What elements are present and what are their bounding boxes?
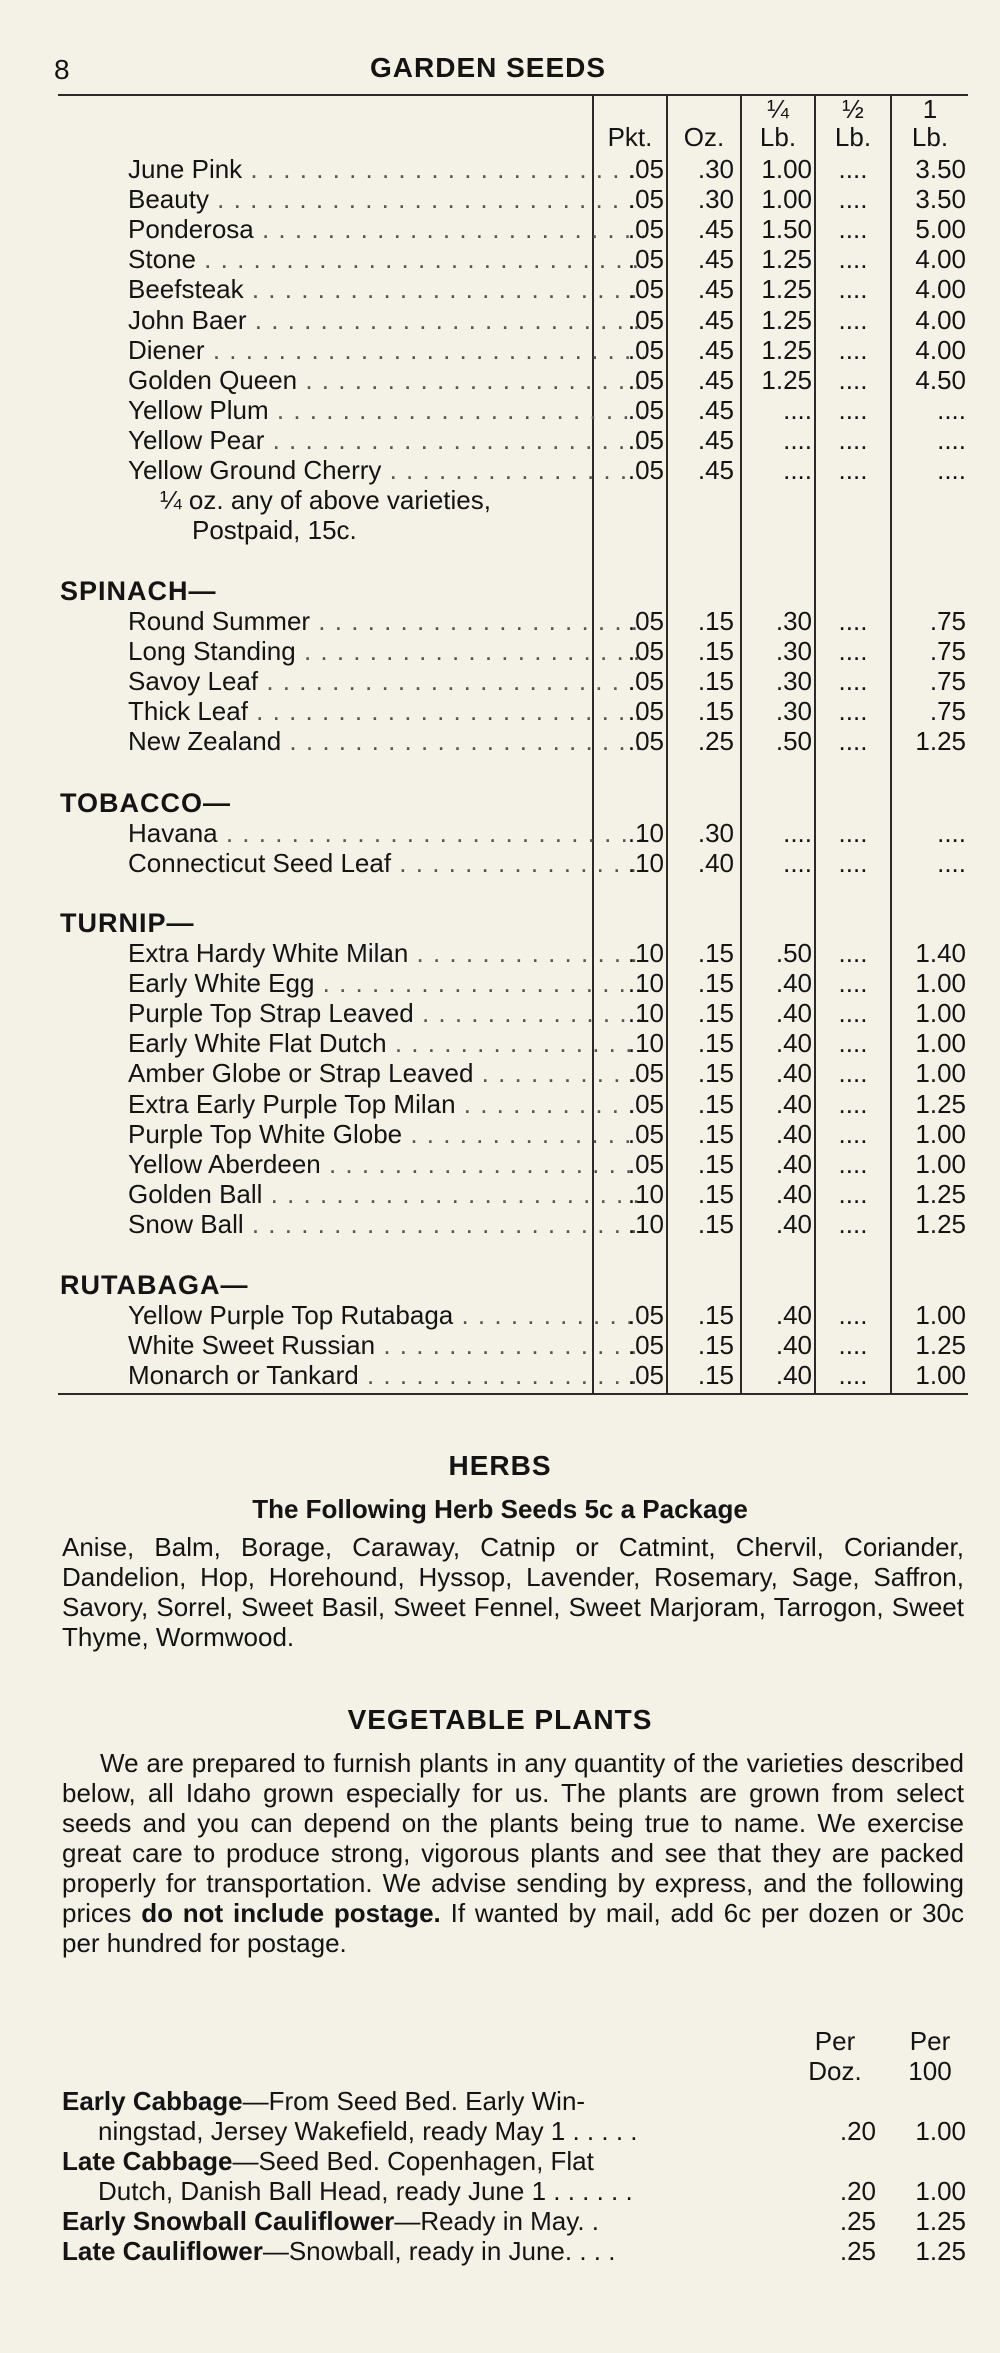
price-ounce: .15 xyxy=(697,1300,734,1330)
price-ounce: .45 xyxy=(697,304,734,335)
price-ounce: .30 xyxy=(697,818,734,848)
plant-description-continued: ningstad, Jersey Wakefield, ready May 1 . . . . . xyxy=(98,2116,638,2146)
price-half-pound: .... xyxy=(838,1088,868,1119)
variety-name: Beauty . . . xyxy=(128,184,644,214)
variety-name: Early White Egg . . . xyxy=(128,968,644,998)
vegetable-plants-paragraph xyxy=(62,1748,964,1958)
price-ounce: .15 xyxy=(697,1028,734,1059)
price-quarter-pound: .... xyxy=(783,455,812,485)
table-row xyxy=(58,1330,968,1360)
col-head-quarter-label: Lb. xyxy=(759,122,797,152)
turnip-title: TURNIP— xyxy=(60,908,195,938)
table-row xyxy=(58,726,968,756)
table-row xyxy=(58,1119,968,1149)
plant-name: Late Cauliflower xyxy=(62,2236,263,2266)
price-packet: .05 xyxy=(627,726,664,757)
price-quarter-pound: .40 xyxy=(775,968,812,999)
price-half-pound: .... xyxy=(838,1360,868,1391)
variety-name: Long Standing . . . xyxy=(128,636,644,666)
price-half-pound: .... xyxy=(838,154,868,184)
table-row xyxy=(58,938,968,968)
price-per-dozen: .25 xyxy=(839,2236,876,2266)
price-packet: .05 xyxy=(627,184,664,215)
price-packet: .05 xyxy=(627,424,664,455)
variety-name: Yellow Pear . . . xyxy=(128,425,644,455)
price-pound: .75 xyxy=(929,696,966,727)
variety-name: Snow Ball . . . xyxy=(128,1209,644,1239)
price-packet: .05 xyxy=(627,1360,664,1391)
price-quarter-pound: 1.25 xyxy=(761,364,812,395)
price-pound: .... xyxy=(937,455,966,485)
price-packet: .05 xyxy=(627,1088,664,1119)
variety-name: Yellow Purple Top Rutabaga . . . xyxy=(128,1300,644,1330)
price-packet: .05 xyxy=(627,244,664,275)
price-packet: .05 xyxy=(627,364,664,395)
price-pound: 1.00 xyxy=(915,1118,966,1149)
price-ounce: .45 xyxy=(697,424,734,455)
price-half-pound: .... xyxy=(838,1028,868,1059)
price-pound: 4.00 xyxy=(915,304,966,335)
variety-name: Stone . . . xyxy=(128,244,644,274)
variety-name: Golden Ball . . . xyxy=(128,1179,644,1209)
table-row xyxy=(58,274,968,304)
price-quarter-pound: .40 xyxy=(775,1178,812,1209)
variety-name: June Pink . . . xyxy=(128,154,644,184)
price-packet: .05 xyxy=(627,304,664,335)
price-pound: 1.00 xyxy=(915,1058,966,1089)
price-packet: .05 xyxy=(627,1330,664,1361)
price-ounce: .15 xyxy=(697,1330,734,1361)
price-pound: 1.25 xyxy=(915,1330,966,1361)
plant-description: —Snowball, ready in June. . . . xyxy=(262,2236,616,2266)
variety-name: Amber Globe or Strap Leaved . . . xyxy=(128,1058,644,1088)
price-per-hundred: 1.25 xyxy=(915,2236,966,2266)
price-quarter-pound: 1.25 xyxy=(761,304,812,335)
col-head-oz-label: Oz. xyxy=(683,122,725,152)
col-head-pound-label: Lb. xyxy=(911,122,949,152)
price-pound: .... xyxy=(937,394,966,425)
variety-name: Yellow Ground Cherry . . . xyxy=(128,455,644,485)
price-pound: .... xyxy=(937,424,966,455)
price-packet: .05 xyxy=(627,1058,664,1089)
price-packet: .05 xyxy=(627,1148,664,1179)
table-row xyxy=(58,335,968,365)
price-ounce: .45 xyxy=(697,334,734,365)
price-half-pound: .... xyxy=(838,214,868,245)
price-ounce: .45 xyxy=(697,274,734,305)
vegetable-plants-heading: VEGETABLE PLANTS xyxy=(347,1704,653,1735)
plant-name: Early Snowball Cauliflower xyxy=(62,2206,395,2236)
price-pound: 1.25 xyxy=(915,726,966,757)
spinach-title: SPINACH— xyxy=(60,576,217,606)
variety-name: Yellow Aberdeen . . . xyxy=(128,1149,644,1179)
price-per-dozen: .20 xyxy=(839,2116,876,2146)
table-row xyxy=(58,696,968,726)
price-pound: 1.25 xyxy=(915,1208,966,1239)
herbs-subheading: The Following Herb Seeds 5c a Package xyxy=(252,1494,748,1524)
price-quarter-pound: 1.25 xyxy=(761,274,812,305)
paragraph-text: We are prepared to furnish plants in any quantity of the varieties described below, all Idaho grown especially for us. The plants are grown from select seeds and you can depend on the plants being true to name. We exercise great care to produce strong, vigorous plants and see that they are packed properly for transportation. We advise sending by express, and the following prices xyxy=(62,1748,964,1928)
price-pound: 1.00 xyxy=(915,998,966,1029)
price-quarter-pound: .... xyxy=(783,394,812,425)
price-ounce: .25 xyxy=(697,726,734,757)
table-row xyxy=(58,848,968,878)
rutabaga-title: RUTABAGA— xyxy=(60,1270,249,1300)
variety-name: Monarch or Tankard . . . xyxy=(128,1360,644,1390)
plant-item xyxy=(62,2086,968,2146)
price-packet: .05 xyxy=(627,154,664,184)
price-pound: 1.25 xyxy=(915,1178,966,1209)
price-quarter-pound: .40 xyxy=(775,998,812,1029)
price-half-pound: .... xyxy=(838,334,868,365)
price-ounce: .45 xyxy=(697,394,734,425)
tobacco-title: TOBACCO— xyxy=(60,788,232,818)
price-half-pound: .... xyxy=(838,968,868,999)
price-half-pound: .... xyxy=(838,636,868,667)
price-half-pound: .... xyxy=(838,726,868,757)
price-ounce: .15 xyxy=(697,938,734,968)
price-half-pound: .... xyxy=(838,424,868,455)
col-head-half-label: Lb. xyxy=(834,122,872,152)
price-pound: .... xyxy=(937,818,966,848)
price-quarter-pound: .40 xyxy=(775,1088,812,1119)
table-row xyxy=(58,818,968,848)
price-packet: .05 xyxy=(627,1300,664,1330)
price-packet: .10 xyxy=(627,848,664,879)
price-ounce: .15 xyxy=(697,998,734,1029)
price-quarter-pound: 1.50 xyxy=(761,214,812,245)
price-ounce: .30 xyxy=(697,154,734,184)
price-packet: .05 xyxy=(627,394,664,425)
price-half-pound: .... xyxy=(838,1118,868,1149)
price-per-hundred: 1.00 xyxy=(915,2116,966,2146)
price-quarter-pound: .30 xyxy=(775,636,812,667)
per-100-head-bottom: 100 xyxy=(908,2056,952,2086)
table-row xyxy=(58,1089,968,1119)
per-doz-head-bottom: Doz. xyxy=(808,2056,862,2086)
price-packet: .10 xyxy=(627,968,664,999)
plant-description: —Seed Bed. Copenhagen, Flat xyxy=(232,2146,594,2176)
col-head-pkt-label: Pkt. xyxy=(607,122,653,152)
price-per-dozen: .20 xyxy=(839,2176,876,2206)
price-half-pound: .... xyxy=(838,1330,868,1361)
variety-name: Savoy Leaf . . . xyxy=(128,666,644,696)
variety-name: Thick Leaf . . . xyxy=(128,696,644,726)
variety-name: John Baer . . . xyxy=(128,305,644,335)
variety-name: Connecticut Seed Leaf . . . xyxy=(128,848,644,878)
price-pound: 5.00 xyxy=(915,214,966,245)
variety-name: Beefsteak . . . xyxy=(128,274,644,304)
price-half-pound: .... xyxy=(838,998,868,1029)
variety-name: Havana . . . xyxy=(128,818,644,848)
table-row xyxy=(58,1058,968,1088)
price-ounce: .45 xyxy=(697,455,734,485)
price-pound: 1.00 xyxy=(915,1028,966,1059)
price-pound: 1.00 xyxy=(915,1360,966,1391)
table-row xyxy=(58,1028,968,1058)
variety-name: Purple Top White Globe . . . xyxy=(128,1119,644,1149)
price-quarter-pound: .40 xyxy=(775,1028,812,1059)
price-ounce: .15 xyxy=(697,666,734,697)
table-row xyxy=(58,365,968,395)
price-half-pound: .... xyxy=(838,455,868,485)
price-quarter-pound: .40 xyxy=(775,1360,812,1391)
price-half-pound: .... xyxy=(838,274,868,305)
price-half-pound: .... xyxy=(838,696,868,727)
variety-name: Round Summer . . . xyxy=(128,606,644,636)
price-half-pound: .... xyxy=(838,666,868,697)
price-packet: .10 xyxy=(627,998,664,1029)
price-pound: .75 xyxy=(929,636,966,667)
herbs-heading: HERBS xyxy=(448,1450,552,1481)
herbs-list: Anise, Balm, Borage, Caraway, Catnip or Catmint, Chervil, Coriander, Dandelion, Hop, Horehound, Hyssop, Lavender, Rosemary, Sage, Saffron, Savory, Sorrel, Sweet Basil, Sweet Fennel, Sweet Marjoram, Tarrogon, Sweet Thyme, Wormwood. xyxy=(62,1532,964,1652)
price-quarter-pound: .40 xyxy=(775,1208,812,1239)
variety-name: Ponderosa . . . xyxy=(128,214,644,244)
plant-name: Late Cabbage xyxy=(62,2146,233,2176)
price-ounce: .15 xyxy=(697,1058,734,1089)
price-half-pound: .... xyxy=(838,848,868,879)
table-row xyxy=(58,1149,968,1179)
variety-name: Diener . . . xyxy=(128,335,644,365)
table-bottom-rule xyxy=(58,1393,968,1395)
price-ounce: .15 xyxy=(697,968,734,999)
table-row xyxy=(58,968,968,998)
price-per-dozen: .25 xyxy=(839,2206,876,2236)
price-ounce: .15 xyxy=(697,1208,734,1239)
price-quarter-pound: 1.00 xyxy=(761,184,812,215)
plant-description-continued: Dutch, Danish Ball Head, ready June 1 . . . . . . xyxy=(98,2176,633,2206)
price-ounce: .15 xyxy=(697,636,734,667)
table-row xyxy=(58,1360,968,1390)
price-half-pound: .... xyxy=(838,184,868,215)
price-half-pound: .... xyxy=(838,364,868,395)
paragraph-text-end: If wanted by mail, add 6c per dozen or 30c per hundred for postage. xyxy=(62,1898,964,1958)
price-half-pound: .... xyxy=(838,1300,868,1330)
price-quarter-pound: .30 xyxy=(775,666,812,697)
price-quarter-pound: .40 xyxy=(775,1118,812,1149)
variety-name: Extra Early Purple Top Milan . . . xyxy=(128,1089,644,1119)
price-half-pound: .... xyxy=(838,244,868,275)
price-pound: 1.00 xyxy=(915,968,966,999)
price-ounce: .15 xyxy=(697,1118,734,1149)
table-row xyxy=(58,244,968,274)
table-row xyxy=(58,214,968,244)
col-head-half: ½ xyxy=(842,94,864,124)
price-ounce: .30 xyxy=(697,184,734,215)
price-packet: .05 xyxy=(627,696,664,727)
price-half-pound: .... xyxy=(838,1178,868,1209)
price-ounce: .40 xyxy=(697,848,734,879)
table-row xyxy=(58,154,968,184)
price-pound: 4.00 xyxy=(915,274,966,305)
per-100-head-top: Per xyxy=(909,2026,951,2056)
price-packet: .05 xyxy=(627,666,664,697)
variety-name: Purple Top Strap Leaved . . . xyxy=(128,998,644,1028)
price-packet: .05 xyxy=(627,1118,664,1149)
price-half-pound: .... xyxy=(838,394,868,425)
price-ounce: .15 xyxy=(697,606,734,636)
price-pound: 4.00 xyxy=(915,334,966,365)
price-ounce: .15 xyxy=(697,696,734,727)
per-doz-head-top: Per xyxy=(814,2026,856,2056)
price-packet: .05 xyxy=(627,606,664,636)
table-row xyxy=(58,305,968,335)
price-pound: .75 xyxy=(929,666,966,697)
price-packet: .10 xyxy=(627,818,664,848)
plant-item xyxy=(62,2146,968,2206)
price-ounce: .15 xyxy=(697,1178,734,1209)
price-quarter-pound: 1.25 xyxy=(761,334,812,365)
table-row xyxy=(58,998,968,1028)
price-quarter-pound: .50 xyxy=(775,726,812,757)
price-half-pound: .... xyxy=(838,818,868,848)
variety-name: Yellow Plum . . . xyxy=(128,395,644,425)
plant-name: Early Cabbage xyxy=(62,2086,243,2116)
table-row xyxy=(58,184,968,214)
price-quarter-pound: .40 xyxy=(775,1058,812,1089)
price-packet: .10 xyxy=(627,1178,664,1209)
price-half-pound: .... xyxy=(838,606,868,636)
price-quarter-pound: 1.25 xyxy=(761,244,812,275)
price-ounce: .45 xyxy=(697,214,734,245)
price-pound: .75 xyxy=(929,606,966,636)
price-quarter-pound: .... xyxy=(783,818,812,848)
variety-name: White Sweet Russian . . . xyxy=(128,1330,644,1360)
table-row xyxy=(58,1209,968,1239)
price-pound: 3.50 xyxy=(915,184,966,215)
plant-item-line xyxy=(62,2146,968,2176)
col-head-pound: 1 xyxy=(922,94,938,124)
price-quarter-pound: .... xyxy=(783,424,812,455)
price-pound: 3.50 xyxy=(915,154,966,184)
col-head-quarter: ¼ xyxy=(767,94,789,124)
plant-description: —From Seed Bed. Early Win- xyxy=(242,2086,586,2116)
table-row xyxy=(58,666,968,696)
price-ounce: .45 xyxy=(697,244,734,275)
table-row xyxy=(58,636,968,666)
price-pound: 1.40 xyxy=(915,938,966,968)
plant-item xyxy=(62,2206,968,2236)
tomato-note-2: Postpaid, 15c. xyxy=(192,515,357,545)
price-pound: 4.50 xyxy=(915,364,966,395)
price-quarter-pound: .40 xyxy=(775,1330,812,1361)
table-row xyxy=(58,455,968,485)
price-quarter-pound: 1.00 xyxy=(761,154,812,184)
price-quarter-pound: .30 xyxy=(775,696,812,727)
price-per-hundred: 1.25 xyxy=(915,2206,966,2236)
price-ounce: .15 xyxy=(697,1088,734,1119)
price-pound: 1.00 xyxy=(915,1148,966,1179)
table-row xyxy=(58,425,968,455)
plant-item xyxy=(62,2236,968,2266)
paragraph-emphasis: do not include postage. xyxy=(141,1898,441,1928)
price-ounce: .45 xyxy=(697,364,734,395)
table-row xyxy=(58,1179,968,1209)
price-half-pound: .... xyxy=(838,304,868,335)
price-packet: .05 xyxy=(627,334,664,365)
price-quarter-pound: .... xyxy=(783,848,812,879)
running-head: GARDEN SEEDS xyxy=(370,52,607,83)
page-number: 8 xyxy=(54,54,70,85)
price-pound: 4.00 xyxy=(915,244,966,275)
variety-name: Extra Hardy White Milan . . . xyxy=(128,938,644,968)
price-pound: 1.00 xyxy=(915,1300,966,1330)
price-packet: .05 xyxy=(627,636,664,667)
variety-name: Golden Queen . . . xyxy=(128,365,644,395)
price-quarter-pound: .40 xyxy=(775,1300,812,1330)
price-quarter-pound: .50 xyxy=(775,938,812,968)
table-row xyxy=(58,1300,968,1330)
tomato-note: ¼ oz. any of above varieties, xyxy=(160,485,491,515)
price-per-hundred: 1.00 xyxy=(915,2176,966,2206)
price-packet: .10 xyxy=(627,938,664,968)
price-packet: .05 xyxy=(627,455,664,485)
plant-description: —Ready in May. . xyxy=(394,2206,600,2236)
price-half-pound: .... xyxy=(838,1058,868,1089)
price-quarter-pound: .30 xyxy=(775,606,812,636)
price-pound: 1.25 xyxy=(915,1088,966,1119)
price-packet: .05 xyxy=(627,274,664,305)
price-packet: .10 xyxy=(627,1028,664,1059)
price-quarter-pound: .40 xyxy=(775,1148,812,1179)
price-packet: .05 xyxy=(627,214,664,245)
price-packet: .10 xyxy=(627,1208,664,1239)
table-row xyxy=(58,395,968,425)
table-row xyxy=(58,606,968,636)
plant-item-line xyxy=(62,2086,968,2116)
variety-name: Early White Flat Dutch . . . xyxy=(128,1028,644,1058)
price-half-pound: .... xyxy=(838,1148,868,1179)
price-pound: .... xyxy=(937,848,966,879)
variety-name: New Zealand . . . xyxy=(128,726,644,756)
price-half-pound: .... xyxy=(838,1208,868,1239)
price-half-pound: .... xyxy=(838,938,868,968)
price-ounce: .15 xyxy=(697,1360,734,1391)
price-ounce: .15 xyxy=(697,1148,734,1179)
